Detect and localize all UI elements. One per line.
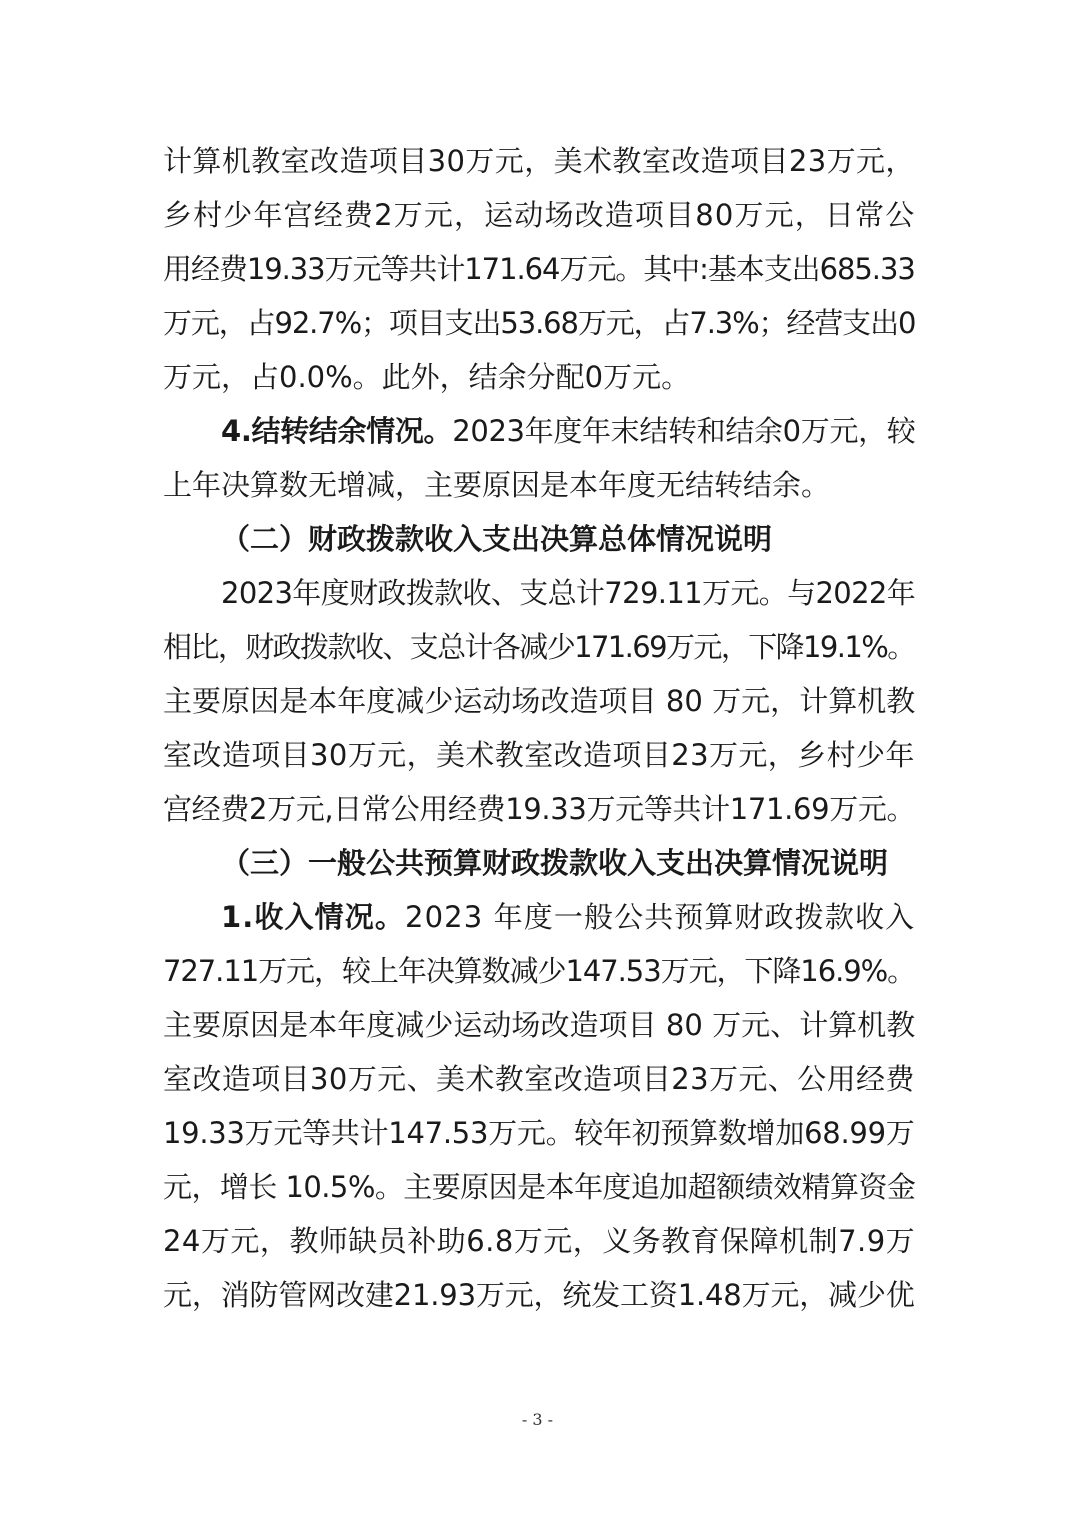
line-text: 相比，财政拨款收、支总计各减少171.69万元，下降19.1%。 (163, 630, 915, 664)
text-line (163, 782, 915, 836)
document-body (163, 134, 915, 1322)
text-line (163, 998, 915, 1052)
section-heading: （二）财政拨款收入支出决算总体情况说明 (221, 522, 773, 556)
text-line (163, 242, 915, 296)
line-text: 万元，占0.0%。此外，结余分配0万元。 (163, 360, 691, 394)
line-text: 主要原因是本年度减少运动场改造项目 80 万元、计算机教 (163, 1008, 916, 1042)
text-line (163, 404, 915, 458)
line-text: 19.33万元等共计147.53万元。较年初预算数增加68.99万 (163, 1116, 915, 1150)
text-line (163, 1214, 915, 1268)
line-text: 727.11万元，较上年决算数减少147.53万元，下降16.9%。 (163, 954, 916, 988)
line-text: 元，增长 10.5%。主要原因是本年度追加超额绩效精算资金 (163, 1170, 916, 1204)
line-text: 2023年度年末结转和结余0万元，较 (452, 414, 916, 448)
text-line (163, 890, 915, 944)
line-text: 2023 年度一般公共预算财政拨款收入 (405, 900, 916, 934)
text-line (163, 1106, 915, 1160)
page-number: - 3 - (521, 1410, 554, 1429)
text-line (163, 134, 915, 188)
line-text: 室改造项目30万元，美术教室改造项目23万元，乡村少年 (163, 738, 915, 772)
line-text: 计算机教室改造项目30万元，美术教室改造项目23万元， (163, 144, 915, 178)
line-text: 元，消防管网改建21.93万元，统发工资1.48万元，减少优 (163, 1278, 915, 1312)
line-text: 万元，占92.7%；项目支出53.68万元，占7.3%；经营支出0 (163, 306, 916, 340)
text-line (163, 566, 915, 620)
run-in-heading: 4.结转结余情况。 (221, 414, 453, 448)
text-line (163, 350, 915, 404)
text-line (163, 188, 915, 242)
section-heading: （三）一般公共预算财政拨款收入支出决算情况说明 (221, 846, 889, 880)
line-text: 2023年度财政拨款收、支总计729.11万元。与2022年 (221, 576, 916, 610)
line-text: 乡村少年宫经费2万元，运动场改造项目80万元，日常公 (163, 198, 916, 232)
line-text: 用经费19.33万元等共计171.64万元。其中:基本支出685.33 (163, 252, 915, 286)
text-line (163, 674, 915, 728)
text-line (163, 1268, 915, 1322)
text-line (163, 1160, 915, 1214)
text-line (163, 296, 915, 350)
text-line (163, 458, 915, 512)
text-line (163, 728, 915, 782)
line-text: 上年决算数无增减，主要原因是本年度无结转结余。 (163, 468, 831, 502)
line-text: 室改造项目30万元、美术教室改造项目23万元、公用经费 (163, 1062, 915, 1096)
line-text: 主要原因是本年度减少运动场改造项目 80 万元，计算机教 (163, 684, 916, 718)
text-line (163, 620, 915, 674)
run-in-heading: 1.收入情况。 (221, 900, 406, 934)
line-text: 24万元，教师缺员补助6.8万元，义务教育保障机制7.9万 (163, 1224, 916, 1258)
text-line (163, 1052, 915, 1106)
line-text: 宫经费2万元,日常公用经费19.33万元等共计171.69万元。 (163, 792, 916, 826)
text-line (163, 944, 915, 998)
